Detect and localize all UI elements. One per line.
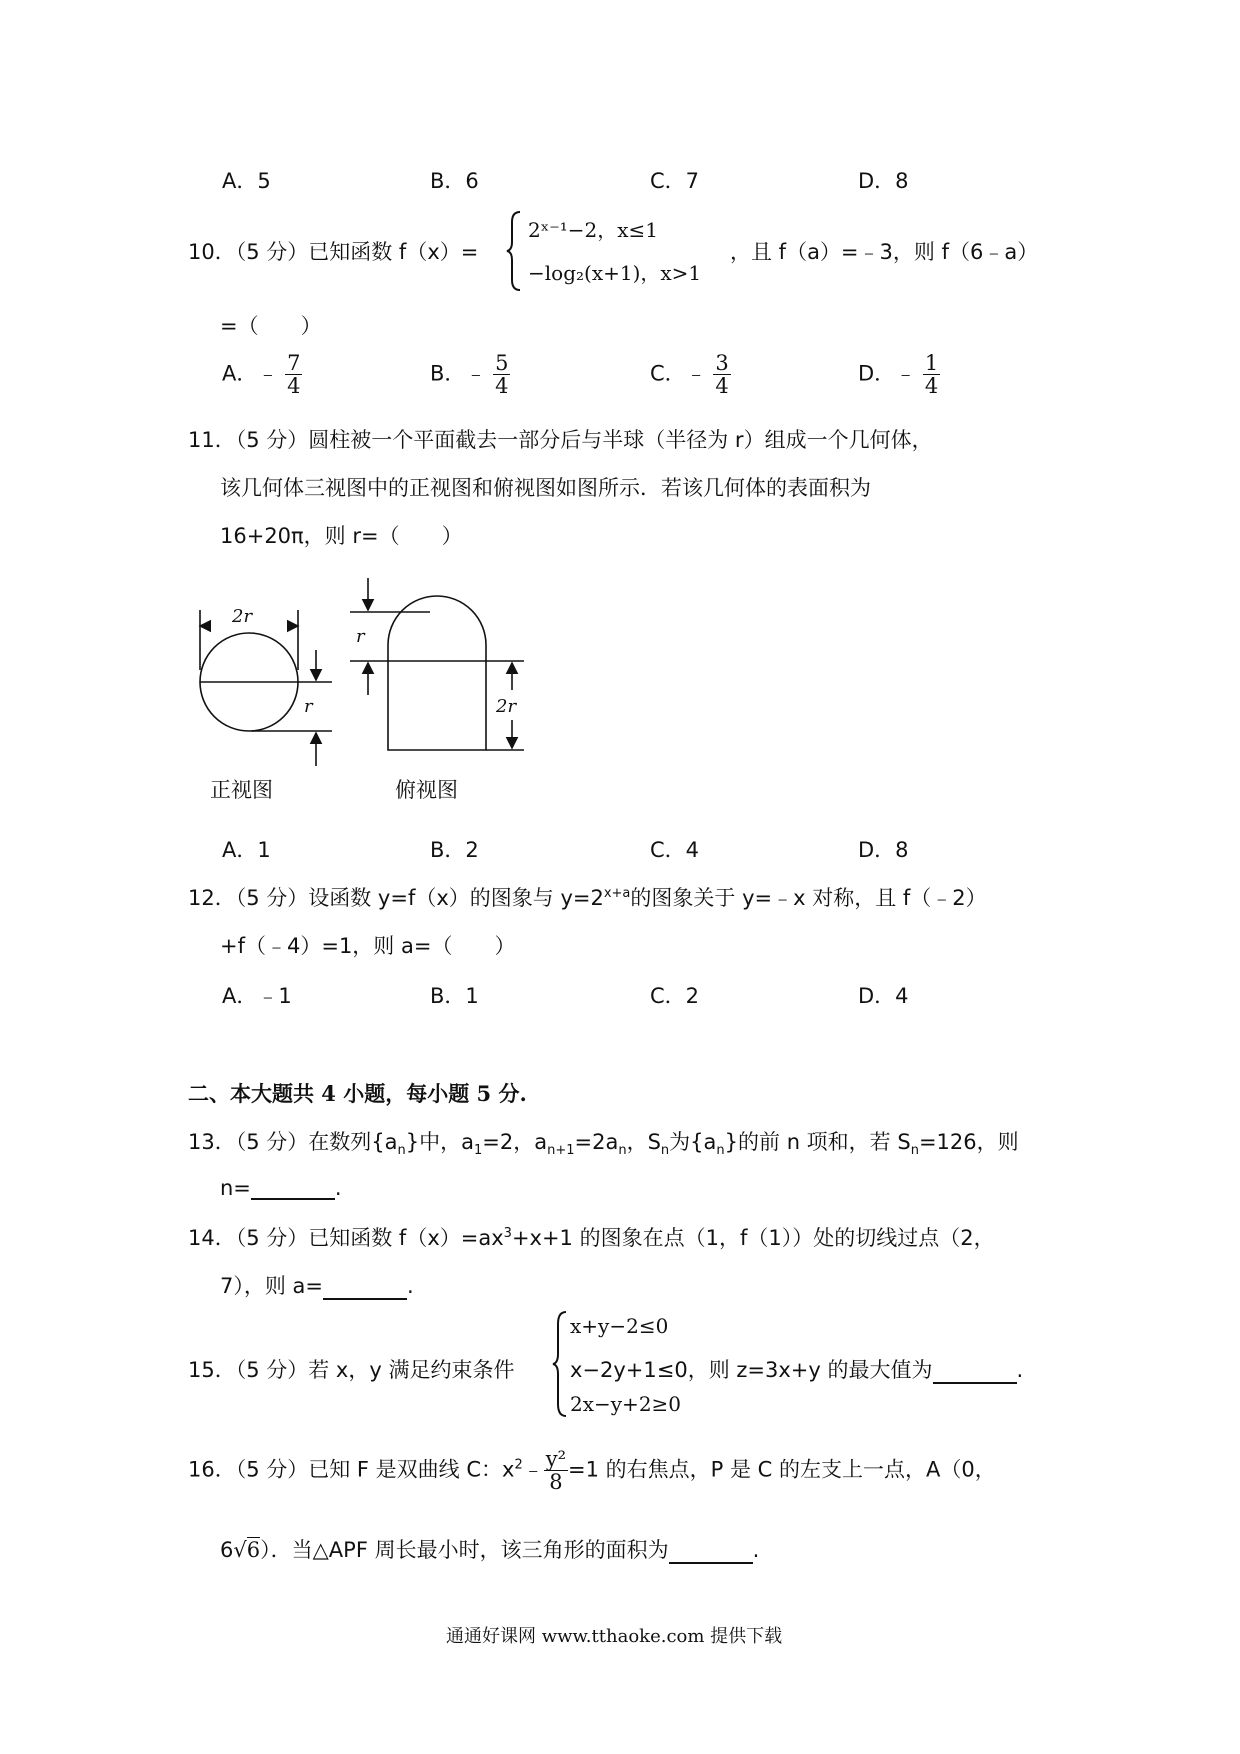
q14-answer-blank[interactable] <box>323 1278 407 1300</box>
q15-constraint-2: x−2y+1≤0，则 z=3x+y 的最大值为 . <box>570 1358 1024 1382</box>
q10-option-d: D．﹣ $\frac{1}{4}$ <box>858 351 939 399</box>
q10-option-b: B．﹣ $\frac{5}{4}$ <box>430 351 509 399</box>
q16-line-1: 16．（5 分）已知 F 是双曲线 C：$x^2﹣$ $\frac{\text{y²}}{8}$ =1 的右焦点，P 是 C 的左支上一点，A（0， <box>188 1447 996 1495</box>
section-heading: 二、本大题共 4 小题，每小题 5 分. <box>188 1081 527 1106</box>
q10-option-a: A．﹣ $\frac{7}{4}$ <box>222 351 301 399</box>
q12-option-d: D．4 <box>858 984 909 1008</box>
q9-option-c: C．7 <box>650 169 700 193</box>
top-view-label: 俯视图 <box>395 778 458 802</box>
q14-line-1: 14．（5 分）已知函数 $f(x)=ax^3+x+1$ 的图象在点（1，f（1））处的切线过点（2， <box>188 1226 995 1250</box>
q9-option-b: B．6 <box>430 169 479 193</box>
q15-answer-blank[interactable] <box>933 1362 1017 1384</box>
q11-line-3: 16+20π，则 r=（ ） <box>220 524 463 548</box>
q11-option-d: D．8 <box>858 838 909 862</box>
q13-answer-blank[interactable] <box>251 1178 335 1200</box>
q9-option-d: D．8 <box>858 169 909 193</box>
q12-option-b: B．1 <box>430 984 479 1008</box>
q10-suffix: ，且 f（a）=﹣3，则 f（6﹣a） <box>730 240 1039 264</box>
q10-prefix: 10．（5 分）已知函数 f（x）= <box>188 240 479 264</box>
q12-line-1: 12．（5 分）设函数 y=f（x）的图象与 $y=2^{x+a}$的图象关于 y=﹣x 对称，且 f（﹣2） <box>188 886 987 910</box>
q12-option-c: C．2 <box>650 984 700 1008</box>
q11-option-a: A．1 <box>222 838 271 862</box>
sqrt-icon: √ <box>233 1538 247 1562</box>
dim-r-top-label: r <box>356 626 365 647</box>
dim-r-front-label: r <box>304 696 313 717</box>
front-view-drawing <box>200 610 332 766</box>
front-view-label: 正视图 <box>210 778 273 802</box>
q11-line-1: 11．（5 分）圆柱被一个平面截去一部分后与半球（半径为 r）组成一个几何体， <box>188 428 933 452</box>
q14-line-2: 7），则 a= . <box>220 1274 414 1298</box>
q15-constraint-3: 2x−y+2≥0 <box>570 1392 682 1416</box>
dim-2r-side-label: 2r <box>496 696 517 717</box>
top-view-drawing <box>350 578 524 750</box>
q11-option-b: B．2 <box>430 838 479 862</box>
q11-line-2: 该几何体三视图中的正视图和俯视图如图所示．若该几何体的表面积为 <box>220 476 871 500</box>
q10-brace-icon <box>506 210 524 292</box>
q12-option-a: A．﹣1 <box>222 984 292 1008</box>
q13-line-2: n= . <box>220 1176 342 1200</box>
q15-prefix: 15．（5 分）若 x，y 满足约束条件 <box>188 1358 515 1382</box>
q9-option-a: A．5 <box>222 169 271 193</box>
q10-case-1: 2ˣ⁻¹−2，x≤1 <box>528 218 659 242</box>
q10-line-2: =（ ） <box>220 314 322 338</box>
q15-constraint-1: x+y−2≤0 <box>570 1314 669 1338</box>
q12-line-2: +f（﹣4）=1，则 a=（ ） <box>220 934 516 958</box>
page-footer: 通通好课网 www.tthaoke.com 提供下载 <box>446 1626 783 1647</box>
q13-line-1: 13．（5 分）在数列$\{a_n\}$中，$a_1=2$，$a_{n+1}=2a_n$，$S_n$为$\{a_n\}$的前 n 项和，若 $S_n=126$，则 <box>188 1130 1019 1159</box>
q16-line-2: 6√6）．当△APF 周长最小时，该三角形的面积为 . <box>220 1538 760 1562</box>
dim-2r-top-label: 2r <box>232 606 253 627</box>
q11-option-c: C．4 <box>650 838 700 862</box>
q16-answer-blank[interactable] <box>669 1542 753 1564</box>
q10-case-2: −log₂(x+1)，x>1 <box>528 261 702 285</box>
q10-option-c: C．﹣ $\frac{3}{4}$ <box>650 351 729 399</box>
q15-brace-icon <box>552 1310 570 1418</box>
